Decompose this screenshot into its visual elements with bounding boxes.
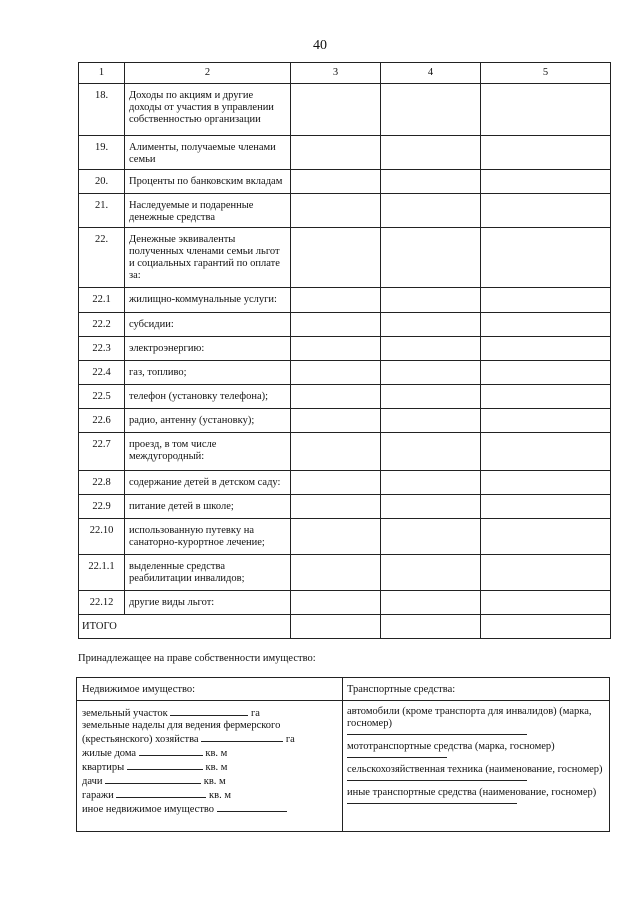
row-number: 21. — [79, 194, 125, 228]
value-cell[interactable] — [291, 519, 381, 555]
value-cell[interactable] — [481, 228, 611, 288]
value-cell[interactable] — [291, 433, 381, 471]
dachas-blank[interactable] — [105, 774, 201, 784]
row-description: газ, топливо; — [125, 361, 291, 385]
header-divider — [77, 700, 609, 701]
vehicle-other: иные транспортные средства (наименование, госномер) — [347, 787, 609, 804]
value-cell[interactable] — [481, 313, 611, 337]
value-cell[interactable] — [381, 495, 481, 519]
value-cell[interactable] — [381, 361, 481, 385]
row-number: 22.9 — [79, 495, 125, 519]
value-cell[interactable] — [481, 170, 611, 194]
dachas-line: дачи кв. м — [82, 776, 226, 787]
row-description: использованную путевку на санаторно-курортное лечение; — [125, 519, 291, 555]
table-row — [79, 337, 611, 361]
value-cell[interactable] — [481, 385, 611, 409]
value-cell[interactable] — [381, 433, 481, 471]
table-row — [79, 194, 611, 228]
farm-land-line: земельные наделы для ведения фермерского — [82, 720, 281, 731]
value-cell[interactable] — [291, 555, 381, 591]
row-number: 22.2 — [79, 313, 125, 337]
garages-line: гаражи кв. м — [82, 790, 231, 801]
total-label: ИТОГО — [79, 615, 291, 639]
row-description: Алименты, получаемые членами семьи — [125, 136, 291, 170]
row-description: Наследуемые и подаренные денежные средства — [125, 194, 291, 228]
value-cell[interactable] — [481, 409, 611, 433]
value-cell[interactable] — [291, 228, 381, 288]
row-description: проезд, в том числе междугородный: — [125, 433, 291, 471]
column-header: 1 — [79, 63, 125, 84]
value-cell[interactable] — [481, 495, 611, 519]
page-number: 40 — [313, 38, 327, 53]
value-cell[interactable] — [291, 194, 381, 228]
value-cell[interactable] — [381, 313, 481, 337]
table-row — [79, 361, 611, 385]
column-header: 2 — [125, 63, 291, 84]
row-number: 19. — [79, 136, 125, 170]
table-row — [79, 471, 611, 495]
houses-blank[interactable] — [139, 746, 203, 756]
column-header: 5 — [481, 63, 611, 84]
row-number: 20. — [79, 170, 125, 194]
table-row — [79, 228, 611, 288]
row-number: 18. — [79, 84, 125, 136]
houses-line: жилые дома кв. м — [82, 748, 228, 759]
row-number: 22.1 — [79, 288, 125, 313]
value-cell[interactable] — [481, 84, 611, 136]
row-number: 22.6 — [79, 409, 125, 433]
total-value-cell[interactable] — [291, 615, 381, 639]
vehicle-list — [347, 706, 609, 810]
value-cell[interactable] — [481, 136, 611, 170]
realty-list — [82, 706, 337, 816]
value-cell[interactable] — [381, 471, 481, 495]
property-heading: Принадлежащее на праве собственности имущество: — [78, 653, 316, 664]
property-box — [76, 677, 610, 832]
value-cell[interactable] — [481, 519, 611, 555]
value-cell[interactable] — [291, 337, 381, 361]
land-plot-blank[interactable] — [170, 706, 248, 716]
value-cell[interactable] — [381, 136, 481, 170]
value-cell[interactable] — [481, 337, 611, 361]
vehicles-header: Транспортные средства: — [347, 684, 456, 695]
value-cell[interactable] — [381, 591, 481, 615]
value-cell[interactable] — [481, 591, 611, 615]
row-description: выделенные средства реабилитации инвалидов; — [125, 555, 291, 591]
income-table — [78, 62, 611, 639]
value-cell[interactable] — [291, 313, 381, 337]
total-value-cell[interactable] — [481, 615, 611, 639]
value-cell[interactable] — [381, 555, 481, 591]
row-description: Денежные эквиваленты полученных членами семьи льгот и социальных гарантий по оплате за: — [125, 228, 291, 288]
column-header: 4 — [381, 63, 481, 84]
row-number: 22.3 — [79, 337, 125, 361]
column-header: 3 — [291, 63, 381, 84]
table-row — [79, 555, 611, 591]
row-description: телефон (установку телефона); — [125, 385, 291, 409]
apartments-blank[interactable] — [127, 760, 203, 770]
value-cell[interactable] — [291, 288, 381, 313]
table-row — [79, 84, 611, 136]
value-cell[interactable] — [481, 361, 611, 385]
value-cell[interactable] — [291, 136, 381, 170]
value-cell[interactable] — [381, 170, 481, 194]
table-row — [79, 288, 611, 313]
value-cell[interactable] — [381, 409, 481, 433]
table-row — [79, 433, 611, 471]
row-number: 22.4 — [79, 361, 125, 385]
value-cell[interactable] — [481, 194, 611, 228]
total-row — [79, 615, 611, 639]
farm-land-blank[interactable] — [201, 732, 283, 742]
value-cell[interactable] — [381, 288, 481, 313]
total-value-cell[interactable] — [381, 615, 481, 639]
value-cell[interactable] — [291, 471, 381, 495]
garages-blank[interactable] — [116, 788, 206, 798]
moto-blank[interactable] — [347, 757, 447, 758]
row-description: радио, антенну (установку); — [125, 409, 291, 433]
value-cell[interactable] — [291, 409, 381, 433]
table-row — [79, 313, 611, 337]
apartments-line: квартиры кв. м — [82, 762, 228, 773]
table-row — [79, 136, 611, 170]
vehicle-moto: мототранспортные средства (марка, госномер) — [347, 741, 609, 758]
row-description: Проценты по банковским вкладам — [125, 170, 291, 194]
row-number: 22.7 — [79, 433, 125, 471]
table-row — [79, 519, 611, 555]
table-row — [79, 495, 611, 519]
value-cell[interactable] — [381, 385, 481, 409]
table-row — [79, 591, 611, 615]
cars-blank[interactable] — [347, 734, 527, 735]
value-cell[interactable] — [481, 433, 611, 471]
row-number: 22.8 — [79, 471, 125, 495]
row-description: Доходы по акциям и другие доходы от участия в управлении собственностью организации — [125, 84, 291, 136]
value-cell[interactable] — [381, 337, 481, 361]
value-cell[interactable] — [381, 84, 481, 136]
agri-blank[interactable] — [347, 780, 527, 781]
value-cell[interactable] — [481, 471, 611, 495]
value-cell[interactable] — [381, 519, 481, 555]
row-description: другие виды льгот: — [125, 591, 291, 615]
value-cell[interactable] — [291, 385, 381, 409]
row-description: электроэнергию: — [125, 337, 291, 361]
row-number: 22.1.1 — [79, 555, 125, 591]
row-description: питание детей в школе; — [125, 495, 291, 519]
vehicle-agri: сельскохозяйственная техника (наименование, госномер) — [347, 764, 609, 781]
realty-header: Недвижимое имущество: — [82, 684, 196, 695]
row-number: 22.5 — [79, 385, 125, 409]
value-cell[interactable] — [291, 84, 381, 136]
value-cell[interactable] — [291, 170, 381, 194]
vehicle-cars: автомобили (кроме транспорта для инвалидов) (марка, госномер) — [347, 706, 609, 735]
table-row — [79, 170, 611, 194]
value-cell[interactable] — [381, 194, 481, 228]
table-header-row — [79, 63, 611, 84]
row-number: 22. — [79, 228, 125, 288]
other-realty-blank[interactable] — [217, 802, 287, 812]
other-vehicles-blank[interactable] — [347, 803, 517, 804]
row-description: субсидии: — [125, 313, 291, 337]
value-cell[interactable] — [291, 495, 381, 519]
row-description: содержание детей в детском саду: — [125, 471, 291, 495]
value-cell[interactable] — [481, 555, 611, 591]
value-cell[interactable] — [291, 361, 381, 385]
value-cell[interactable] — [291, 591, 381, 615]
row-number: 22.12 — [79, 591, 125, 615]
farm-land-line-2: (крестьянского) хозяйства га — [82, 734, 295, 745]
land-plot-line: земельный участок га — [82, 708, 260, 719]
row-description: жилищно-коммунальные услуги: — [125, 288, 291, 313]
value-cell[interactable] — [481, 288, 611, 313]
value-cell[interactable] — [381, 228, 481, 288]
table-body — [79, 84, 611, 639]
row-number: 22.10 — [79, 519, 125, 555]
other-realty-line: иное недвижимое имущество — [82, 802, 337, 816]
table-row — [79, 409, 611, 433]
table-row — [79, 385, 611, 409]
